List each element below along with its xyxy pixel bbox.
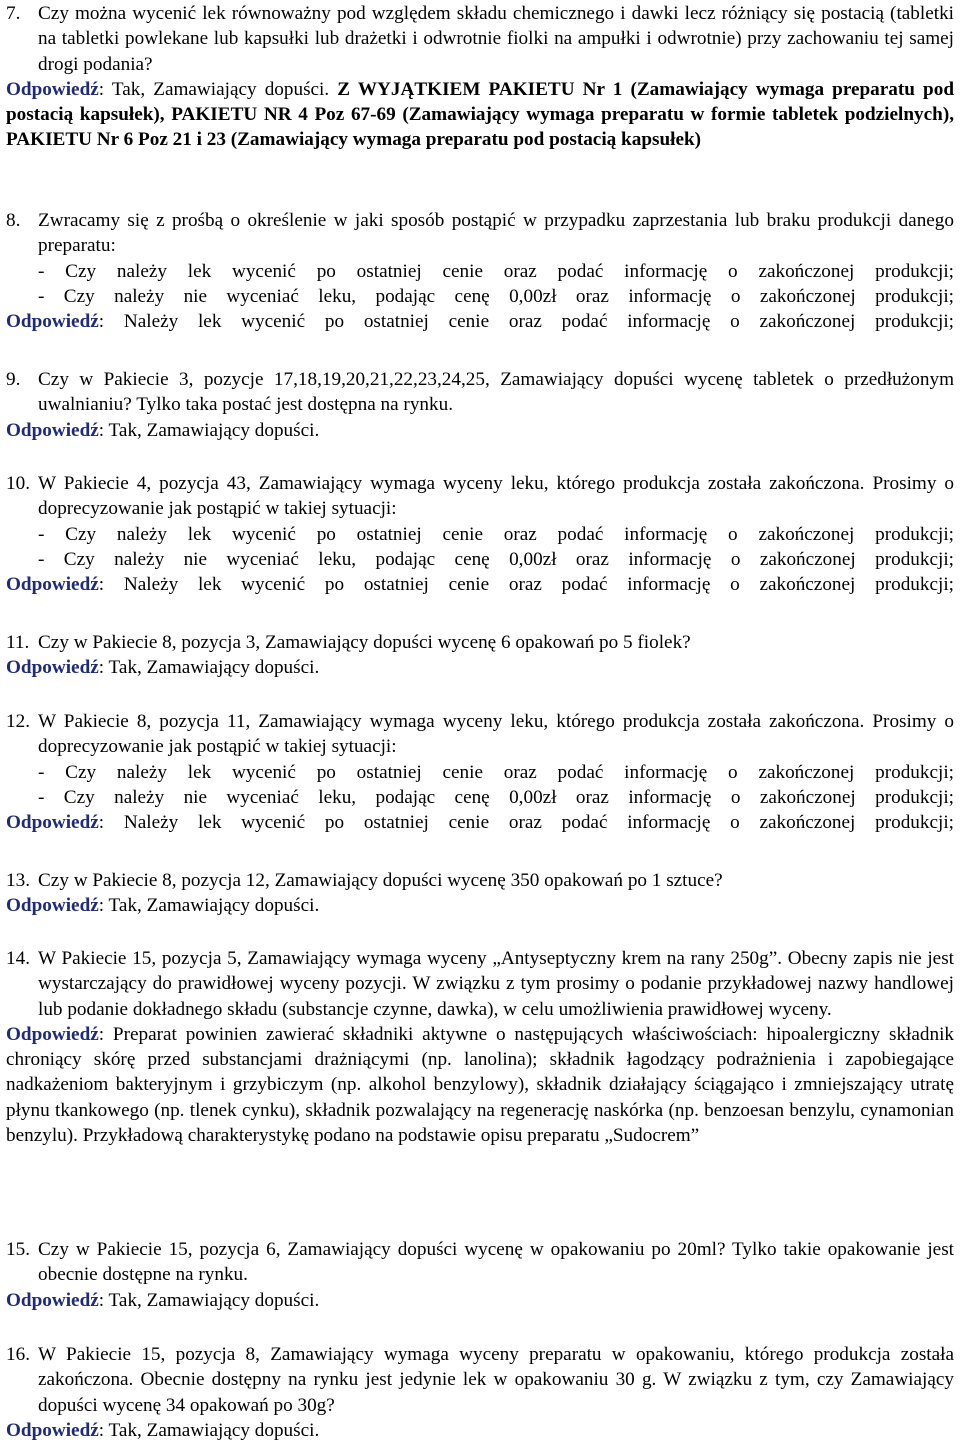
question-text: Czy można wycenić lek równoważny pod względem składu chemicznego i dawki lecz różniący się postacią (tabletki na tabletki powlekane lub kapsułki lub drażetki i odwrotnie fiolki na ampułki i odwrotnie) przy zachowaniu tej samej drogi podania? bbox=[38, 3, 954, 75]
question-number: 16. bbox=[6, 1344, 30, 1365]
question-text: W Pakiecie 4, pozycja 43, Zamawiający wymaga wyceny leku, którego produkcja została zakończona. Prosimy o doprecyzowanie jak postąpić w takiej sytuacji: bbox=[38, 473, 954, 520]
question-10 bbox=[0, 471, 960, 597]
answer-text: : Tak, Zamawiający dopuści. bbox=[98, 1419, 320, 1441]
question-number: 8. bbox=[6, 210, 21, 231]
question-number: 12. bbox=[6, 711, 30, 732]
option-2: - Czy należy nie wyceniać leku, podając cenę 0,00zł oraz informację o zakończonej produkcji; bbox=[38, 285, 954, 307]
answer-text: : Tak, Zamawiający dopuści. bbox=[98, 1289, 320, 1311]
answer-text-plain: : Tak, Zamawiający dopuści. bbox=[98, 78, 338, 100]
question-text: W Pakiecie 15, pozycja 8, Zamawiający wymaga wyceny preparatu w opakowaniu, którego produkcja została zakończona. Obecnie dostępny na rynku jest jedynie lek w opakowaniu 30 g. W związku z tym, czy Zamawiający dopuści wycenę 34 opakowań po 30g? bbox=[38, 1344, 954, 1416]
answer bbox=[6, 1288, 954, 1313]
answer-text: : Tak, Zamawiający dopuści. bbox=[98, 895, 320, 917]
answer-label: Odpowiedź bbox=[6, 311, 99, 333]
answer-label: Odpowiedź bbox=[6, 78, 99, 100]
answer bbox=[6, 655, 954, 680]
answer bbox=[6, 810, 954, 835]
answer bbox=[6, 418, 954, 443]
question-number: 13. bbox=[6, 870, 30, 891]
question-text: Czy w Pakiecie 3, pozycje 17,18,19,20,21,22,23,24,25, Zamawiający dopuści wycenę tabletek o przedłużonym uwalnianiu? Tylko taka postać jest dostępna na rynku. bbox=[38, 369, 954, 416]
question-text: Czy w Pakiecie 8, pozycja 12, Zamawiający dopuści wycenę 350 opakowań po 1 sztuce? bbox=[38, 870, 723, 891]
answer-label: Odpowiedź bbox=[6, 657, 99, 679]
answer-label: Odpowiedź bbox=[6, 574, 99, 596]
answer-label: Odpowiedź bbox=[6, 1289, 99, 1311]
question-number: 15. bbox=[6, 1239, 30, 1260]
option-1: - Czy należy lek wycenić po ostatniej cenie oraz podać informację o zakończonej produkcji; bbox=[38, 260, 954, 282]
option-2: - Czy należy nie wyceniać leku, podając cenę 0,00zł oraz informację o zakończonej produkcji; bbox=[38, 786, 954, 808]
answer-text: : Należy lek wycenić po ostatniej cenie oraz podać informację o zakończonej produkcji; bbox=[98, 311, 954, 333]
answer bbox=[6, 893, 954, 918]
question-7 bbox=[0, 1, 960, 153]
question-text: W Pakiecie 15, pozycja 5, Zamawiający wymaga wyceny „Antyseptyczny krem na rany 250g”. Obecny zapis nie jest wystarczający do prawidłowej wyceny pozycji. W związku z tym prosimy o podanie przykładowej nazwy handlowej lub podanie dokładnego składu (substancje czynne, dawka), w celu umożliwienia prawidłowej wyceny. bbox=[38, 948, 954, 1020]
question-9 bbox=[0, 367, 960, 443]
question-13 bbox=[0, 868, 960, 919]
question-text: Zwracamy się z prośbą o określenie w jaki sposób postąpić w przypadku zaprzestania lub braku produkcji danego preparatu: bbox=[38, 210, 954, 257]
answer bbox=[6, 309, 954, 334]
answer-label: Odpowiedź bbox=[6, 1023, 99, 1045]
question-number: 14. bbox=[6, 948, 30, 969]
answer bbox=[6, 77, 954, 153]
option-1: - Czy należy lek wycenić po ostatniej cenie oraz podać informację o zakończonej produkcji; bbox=[38, 523, 954, 545]
question-number: 7. bbox=[6, 3, 21, 24]
answer-text: : Tak, Zamawiający dopuści. bbox=[98, 657, 320, 679]
question-15 bbox=[0, 1237, 960, 1313]
answer-label: Odpowiedź bbox=[6, 895, 99, 917]
answer-text-bold: Z WYJĄTKIEM PAKIETU Nr 1 (Zamawiający wymaga preparatu pod postacią kapsułek), PAKIETU NR 4 Poz 67-69 (Zamawiający wymaga preparatu w formie tabletek podzielnych), PAKIETU Nr 6 Poz 21 i 23 (Zamawiający wymaga preparatu pod postacią kapsułek) bbox=[6, 78, 954, 151]
answer-text: : Należy lek wycenić po ostatniej cenie oraz podać informację o zakończonej produkcji; bbox=[98, 812, 954, 834]
question-12 bbox=[0, 709, 960, 835]
question-number: 10. bbox=[6, 473, 30, 494]
answer bbox=[6, 1418, 954, 1443]
question-16 bbox=[0, 1342, 960, 1443]
question-14 bbox=[0, 946, 960, 1148]
option-1: - Czy należy lek wycenić po ostatniej cenie oraz podać informację o zakończonej produkcji; bbox=[38, 761, 954, 783]
option-2: - Czy należy nie wyceniać leku, podając cenę 0,00zł oraz informację o zakończonej produkcji; bbox=[38, 548, 954, 570]
answer-text: : Tak, Zamawiający dopuści. bbox=[98, 419, 320, 441]
question-11 bbox=[0, 630, 960, 681]
answer bbox=[6, 572, 954, 597]
answer bbox=[6, 1022, 954, 1148]
question-number: 9. bbox=[6, 369, 21, 390]
answer-label: Odpowiedź bbox=[6, 812, 99, 834]
question-text: Czy w Pakiecie 8, pozycja 3, Zamawiający dopuści wycenę 6 opakowań po 5 fiolek? bbox=[38, 632, 691, 653]
question-number: 11. bbox=[6, 632, 30, 653]
answer-text: : Preparat powinien zawierać składniki aktywne o następujących właściwościach: hipoalergiczny składnik chroniący skórę przed substancjami drażniącymi (np. lanolina); składnik łagodzący podrażnienia i zapobiegające nadkażeniom bakteryjnym i grzybiczym (np. alkohol benzylowy), składnik działający ściągająco i zmniejszający utratę płynu tkankowego (np. tlenek cynku), składnik pozwalający na regenerację naskórka (np. benzoesan benzylu, cynamonian benzylu). Przykładową charakterystykę podano na podstawie opisu preparatu „Sudocrem” bbox=[6, 1023, 954, 1147]
question-text: Czy w Pakiecie 15, pozycja 6, Zamawiający dopuści wycenę w opakowaniu po 20ml? Tylko takie opakowanie jest obecnie dostępne na rynku. bbox=[38, 1239, 954, 1286]
answer-label: Odpowiedź bbox=[6, 419, 99, 441]
question-8 bbox=[0, 208, 960, 334]
answer-label: Odpowiedź bbox=[6, 1419, 99, 1441]
answer-text: : Należy lek wycenić po ostatniej cenie oraz podać informację o zakończonej produkcji; bbox=[98, 574, 954, 596]
question-text: W Pakiecie 8, pozycja 11, Zamawiający wymaga wyceny leku, którego produkcja została zakończona. Prosimy o doprecyzowanie jak postąpić w takiej sytuacji: bbox=[38, 711, 954, 758]
